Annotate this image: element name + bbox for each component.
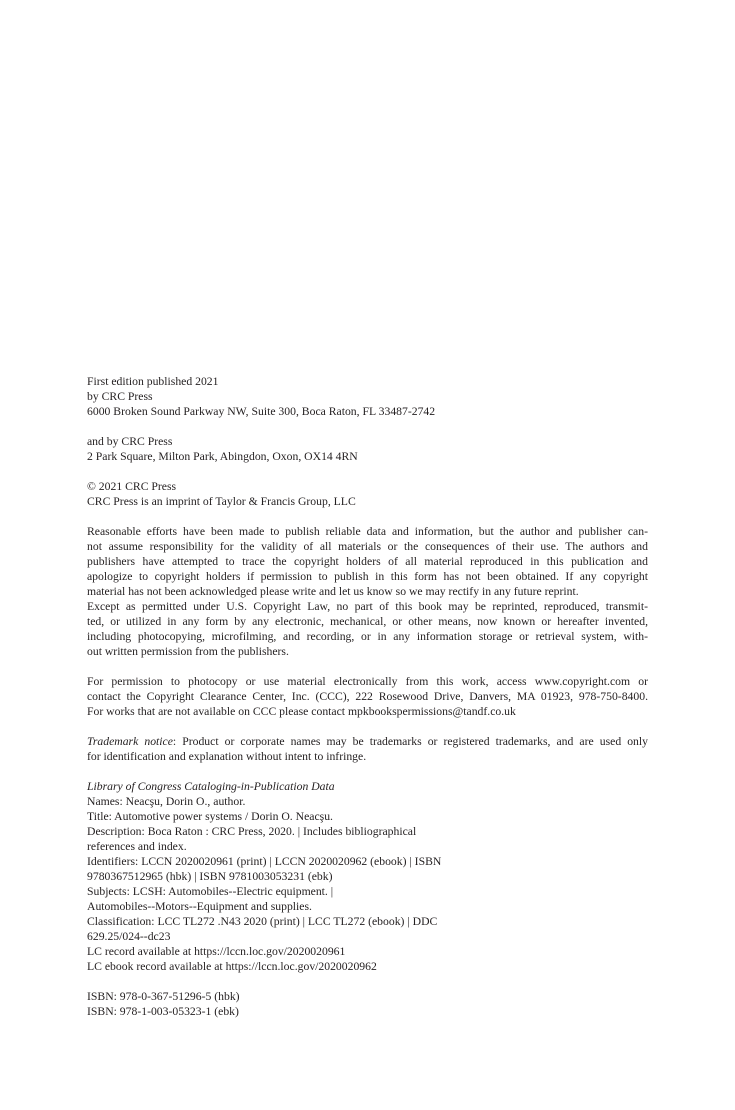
spacer xyxy=(87,464,648,479)
trademark-paragraph xyxy=(87,734,648,764)
isbn-ebk: ISBN: 978-1-003-05323-1 (ebk) xyxy=(87,1005,239,1018)
trademark-text: : Product or corporate names may be trademarks or registered trademarks, and are used only xyxy=(172,735,648,748)
permissions-line: For permission to photocopy or use material electronically from this work, access www.copyright.com or xyxy=(87,675,648,688)
permissions-line: For works that are not available on CCC please contact mpkbookspermissions@tandf.co.uk xyxy=(87,705,516,718)
disclaimer-line: Except as permitted under U.S. Copyright Law, no part of this book may be reprinted, reproduced, transmit- xyxy=(87,600,648,613)
permissions-line: contact the Copyright Clearance Center, Inc. (CCC), 222 Rosewood Drive, Danvers, MA 01923, 978-750-8400. xyxy=(87,690,648,703)
imprint-line: CRC Press is an imprint of Taylor & Francis Group, LLC xyxy=(87,495,356,508)
cip-line: 9780367512965 (hbk) | ISBN 9781003053231 (ebk) xyxy=(87,870,333,883)
publication-block xyxy=(87,374,648,419)
disclaimer-line: not assume responsibility for the validity of all materials or the consequences of their use. The authors and xyxy=(87,540,648,553)
disclaimer-line: ted, or utilized in any form by any electronic, mechanical, or other means, now known or hereafter invented, xyxy=(87,615,648,628)
cip-line: Classification: LCC TL272 .N43 2020 (print) | LCC TL272 (ebook) | DDC xyxy=(87,915,438,928)
disclaimer-line: publishers have attempted to trace the copyright holders of all material reproduced in this publication and xyxy=(87,555,648,568)
isbn-hbk: ISBN: 978-0-367-51296-5 (hbk) xyxy=(87,990,240,1003)
disclaimer-line: material has not been acknowledged please write and let us know so we may rectify in any future reprint. xyxy=(87,585,579,598)
spacer xyxy=(87,509,648,524)
edition-line: First edition published 2021 xyxy=(87,375,219,388)
cip-heading-text: Library of Congress Cataloging-in-Publication Data xyxy=(87,780,335,793)
second-publisher-line: and by CRC Press xyxy=(87,435,173,448)
disclaimer-line: Reasonable efforts have been made to publish reliable data and information, but the author and publisher can- xyxy=(87,525,648,538)
spacer xyxy=(87,419,648,434)
cip-line: Subjects: LCSH: Automobiles--Electric equipment. | xyxy=(87,885,334,898)
disclaimer-paragraph xyxy=(87,524,648,659)
trademark-line xyxy=(87,734,648,749)
spacer xyxy=(87,764,648,779)
cip-line: Automobiles--Motors--Equipment and supplies. xyxy=(87,900,312,913)
cip-line: LC ebook record available at https://lccn.loc.gov/2020020962 xyxy=(87,960,377,973)
trademark-line: for identification and explanation without intent to infringe. xyxy=(87,750,367,763)
disclaimer-line: apologize to copyright holders if permission to publish in this form has not been obtained. If any copyright xyxy=(87,570,648,583)
cip-line: LC record available at https://lccn.loc.gov/2020020961 xyxy=(87,945,346,958)
cip-line: Identifiers: LCCN 2020020961 (print) | LCCN 2020020962 (ebook) | ISBN xyxy=(87,855,442,868)
trademark-label: Trademark notice xyxy=(87,735,173,748)
second-publisher-block xyxy=(87,434,648,464)
cip-line: Description: Boca Raton : CRC Press, 2020. | Includes bibliographical xyxy=(87,825,417,838)
publisher-line: by CRC Press xyxy=(87,390,153,403)
spacer xyxy=(87,659,648,674)
cip-line: references and index. xyxy=(87,840,187,853)
disclaimer-line: including photocopying, microfilming, and recording, or in any information storage or retrieval system, with- xyxy=(87,630,648,643)
cip-block xyxy=(87,779,648,974)
cip-line: 629.25/024--dc23 xyxy=(87,930,171,943)
cip-heading xyxy=(87,779,648,794)
spacer xyxy=(87,719,648,734)
spacer xyxy=(87,974,648,989)
publisher-address: 6000 Broken Sound Parkway NW, Suite 300, Boca Raton, FL 33487-2742 xyxy=(87,405,436,418)
second-publisher-address: 2 Park Square, Milton Park, Abingdon, Oxon, OX14 4RN xyxy=(87,450,358,463)
isbn-block xyxy=(87,989,648,1019)
copyright-line: © 2021 CRC Press xyxy=(87,480,177,493)
cip-line: Names: Neacşu, Dorin O., author. xyxy=(87,795,246,808)
permissions-paragraph xyxy=(87,674,648,719)
copyright-page xyxy=(87,374,648,1019)
cip-line: Title: Automotive power systems / Dorin O. Neacşu. xyxy=(87,810,333,823)
disclaimer-line: out written permission from the publishers. xyxy=(87,645,289,658)
copyright-block xyxy=(87,479,648,509)
